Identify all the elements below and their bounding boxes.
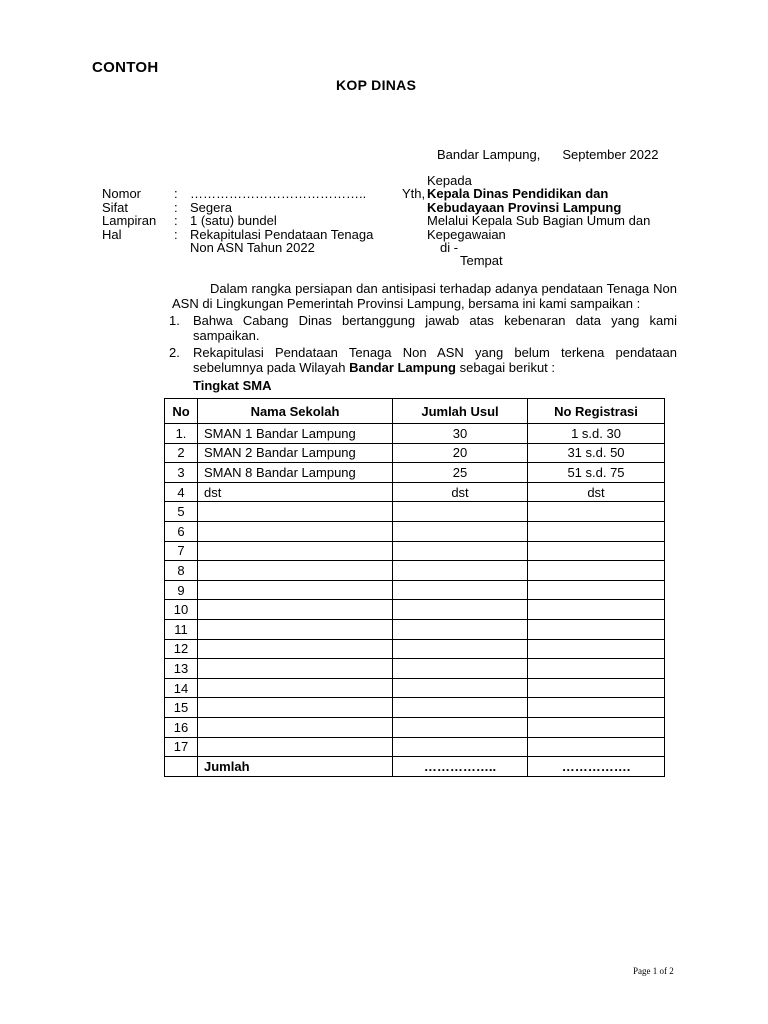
region-name: Bandar Lampung xyxy=(349,360,456,375)
cell-nama-sekolah xyxy=(198,659,393,679)
header-no: No xyxy=(165,399,198,424)
cell-no-registrasi xyxy=(528,737,665,757)
total-cell-nama-sekolah: Jumlah xyxy=(198,757,393,777)
cell-jumlah-usul xyxy=(393,600,528,620)
cell-jumlah-usul xyxy=(393,561,528,581)
cell-jumlah-usul xyxy=(393,502,528,522)
cell-no-registrasi xyxy=(528,717,665,737)
contoh-label: CONTOH xyxy=(92,59,159,76)
list-text: Bahwa Cabang Dinas bertanggung jawab atas kebenaran data yang kami sampaikan. xyxy=(193,313,677,343)
cell-no: 7 xyxy=(165,541,198,561)
place: Bandar Lampung, xyxy=(437,147,541,162)
addressee-tempat: Tempat xyxy=(460,253,503,268)
cell-no: 14 xyxy=(165,678,198,698)
cell-nama-sekolah xyxy=(198,619,393,639)
cell-no: 13 xyxy=(165,659,198,679)
table-row xyxy=(165,678,665,698)
table-row xyxy=(165,698,665,718)
meta-value-cont: Non ASN Tahun 2022 xyxy=(190,240,315,255)
cell-no: 17 xyxy=(165,737,198,757)
cell-nama-sekolah xyxy=(198,698,393,718)
cell-jumlah-usul: 25 xyxy=(393,463,528,483)
meta-value: Segera xyxy=(190,200,232,215)
cell-no-registrasi xyxy=(528,502,665,522)
cell-no: 12 xyxy=(165,639,198,659)
meta-colon: : xyxy=(174,227,178,242)
cell-jumlah-usul: 20 xyxy=(393,443,528,463)
table-total-row xyxy=(165,757,665,777)
meta-label: Sifat xyxy=(102,200,129,215)
meta-colon: : xyxy=(174,200,178,215)
table-row xyxy=(165,600,665,620)
meta-colon: : xyxy=(174,213,178,228)
place-date xyxy=(437,147,658,162)
table-row xyxy=(165,541,665,561)
cell-no-registrasi: 51 s.d. 75 xyxy=(528,463,665,483)
body-paragraph: Dalam rangka persiapan dan antisipasi terhadap adanya pendataan Tenaga Non ASN di Lingkungan Pemerintah Provinsi Lampung, bersama ini kami sampaikan : xyxy=(172,281,677,311)
addressee-line4: Kepegawaian xyxy=(427,227,506,242)
cell-no-registrasi xyxy=(528,659,665,679)
addressee-di: di - xyxy=(440,240,459,255)
cell-no: 15 xyxy=(165,698,198,718)
cell-no: 9 xyxy=(165,580,198,600)
meta-label: Lampiran xyxy=(102,213,157,228)
table-row xyxy=(165,521,665,541)
total-cell-no-registrasi: ……………. xyxy=(528,757,665,777)
header-no-registrasi: No Registrasi xyxy=(528,399,665,424)
cell-jumlah-usul xyxy=(393,717,528,737)
list-text-post: sebagai berikut : xyxy=(456,360,556,375)
cell-nama-sekolah xyxy=(198,678,393,698)
table-header-row xyxy=(165,399,665,424)
list-number: 2. xyxy=(169,345,180,360)
cell-no-registrasi xyxy=(528,561,665,581)
total-cell-no xyxy=(165,757,198,777)
meta-label: Nomor xyxy=(102,186,142,201)
cell-no-registrasi xyxy=(528,600,665,620)
cell-no: 1. xyxy=(165,424,198,444)
addressee-line2: Kebudayaan Provinsi Lampung xyxy=(427,200,622,215)
cell-jumlah-usul xyxy=(393,698,528,718)
cell-no-registrasi: dst xyxy=(528,482,665,502)
cell-jumlah-usul xyxy=(393,678,528,698)
cell-no-registrasi xyxy=(528,521,665,541)
cell-jumlah-usul xyxy=(393,639,528,659)
cell-nama-sekolah xyxy=(198,717,393,737)
addressee-kepada: Kepada xyxy=(427,173,472,188)
cell-jumlah-usul xyxy=(393,580,528,600)
cell-nama-sekolah xyxy=(198,737,393,757)
list-text-pre: Rekapitulasi Pendataan Tenaga Non ASN yang belum terkena pendataan sebelumnya pada Wilayah xyxy=(193,345,677,375)
table-row xyxy=(165,463,665,483)
cell-no: 10 xyxy=(165,600,198,620)
cell-nama-sekolah xyxy=(198,580,393,600)
header-nama-sekolah: Nama Sekolah xyxy=(198,399,393,424)
cell-nama-sekolah xyxy=(198,600,393,620)
cell-no-registrasi xyxy=(528,698,665,718)
cell-nama-sekolah xyxy=(198,639,393,659)
table-row xyxy=(165,659,665,679)
meta-label: Hal xyxy=(102,227,122,242)
list-text xyxy=(193,345,677,375)
addressee-yth: Yth, xyxy=(402,186,426,201)
cell-nama-sekolah: SMAN 1 Bandar Lampung xyxy=(198,424,393,444)
table-row xyxy=(165,717,665,737)
meta-value: Rekapitulasi Pendataan Tenaga xyxy=(190,227,374,242)
meta-value: ………………………………….. xyxy=(190,186,367,201)
data-table xyxy=(164,398,665,777)
cell-jumlah-usul xyxy=(393,541,528,561)
cell-no-registrasi: 31 s.d. 50 xyxy=(528,443,665,463)
cell-no: 5 xyxy=(165,502,198,522)
table-row xyxy=(165,482,665,502)
cell-jumlah-usul xyxy=(393,521,528,541)
cell-no-registrasi xyxy=(528,619,665,639)
cell-no-registrasi xyxy=(528,580,665,600)
meta-value: 1 (satu) bundel xyxy=(190,213,277,228)
cell-no-registrasi xyxy=(528,541,665,561)
list-number: 1. xyxy=(169,313,180,328)
cell-no-registrasi xyxy=(528,678,665,698)
cell-jumlah-usul: 30 xyxy=(393,424,528,444)
cell-jumlah-usul xyxy=(393,619,528,639)
cell-no: 4 xyxy=(165,482,198,502)
table-row xyxy=(165,502,665,522)
table-row xyxy=(165,580,665,600)
addressee-line1: Kepala Dinas Pendidikan dan xyxy=(427,186,609,201)
cell-no: 2 xyxy=(165,443,198,463)
cell-no-registrasi: 1 s.d. 30 xyxy=(528,424,665,444)
table-row xyxy=(165,737,665,757)
page-number: Page 1 of 2 xyxy=(633,966,674,976)
cell-no: 11 xyxy=(165,619,198,639)
table-body xyxy=(165,424,665,777)
cell-jumlah-usul: dst xyxy=(393,482,528,502)
letter-date: September 2022 xyxy=(562,147,659,162)
addressee-line3: Melalui Kepala Sub Bagian Umum dan xyxy=(427,213,651,228)
cell-nama-sekolah: SMAN 8 Bandar Lampung xyxy=(198,463,393,483)
tingkat-heading: Tingkat SMA xyxy=(193,378,272,393)
cell-no: 6 xyxy=(165,521,198,541)
table-row xyxy=(165,639,665,659)
header-jumlah-usul: Jumlah Usul xyxy=(393,399,528,424)
cell-nama-sekolah xyxy=(198,521,393,541)
cell-no: 16 xyxy=(165,717,198,737)
kop-dinas-title: KOP DINAS xyxy=(336,77,417,93)
cell-nama-sekolah xyxy=(198,502,393,522)
cell-jumlah-usul xyxy=(393,659,528,679)
cell-jumlah-usul xyxy=(393,737,528,757)
table-row xyxy=(165,619,665,639)
cell-nama-sekolah: dst xyxy=(198,482,393,502)
cell-nama-sekolah xyxy=(198,561,393,581)
meta-colon: : xyxy=(174,186,178,201)
table-row xyxy=(165,561,665,581)
cell-no: 8 xyxy=(165,561,198,581)
cell-no: 3 xyxy=(165,463,198,483)
cell-nama-sekolah: SMAN 2 Bandar Lampung xyxy=(198,443,393,463)
cell-no-registrasi xyxy=(528,639,665,659)
cell-nama-sekolah xyxy=(198,541,393,561)
total-cell-jumlah-usul: …………….. xyxy=(393,757,528,777)
table-row xyxy=(165,424,665,444)
table-row xyxy=(165,443,665,463)
